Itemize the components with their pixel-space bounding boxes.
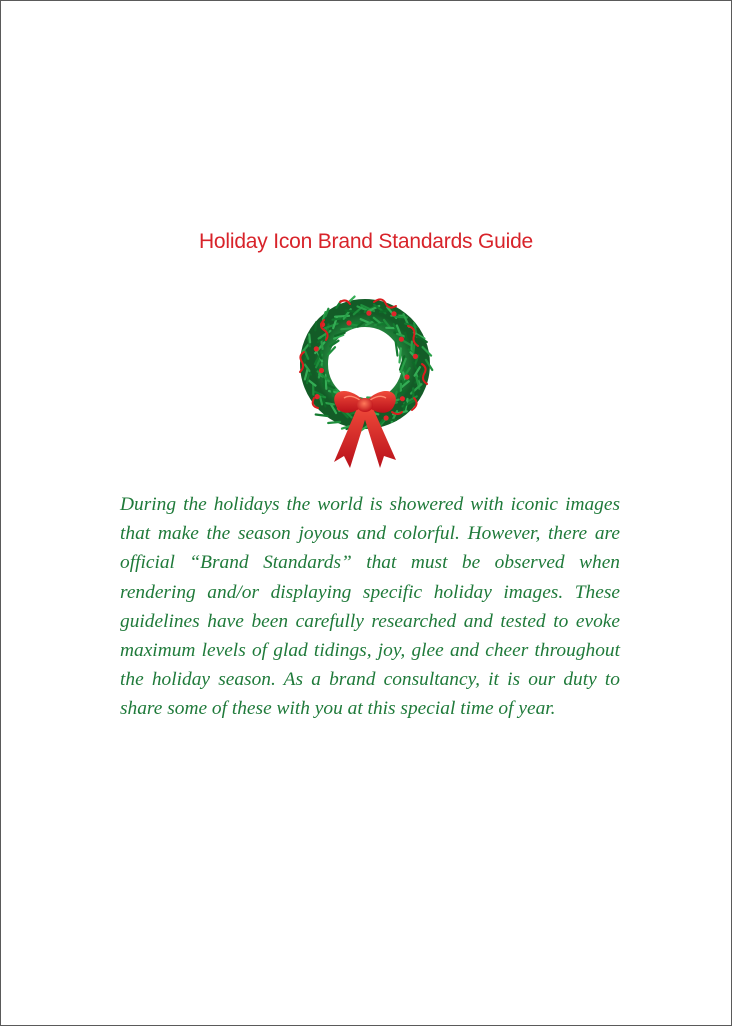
christmas-wreath-icon [288,294,442,470]
page-title: Holiday Icon Brand Standards Guide [198,230,534,253]
intro-paragraph: During the holidays the world is showered with iconic images that make the season joyous and colorful. However, there are official “Brand Standards” that must be observed when rendering and/or displaying specific holiday images. These guidelines have been carefully researched and tested to evoke maximum levels of glad tidings, joy, glee and cheer throughout the holiday season. As a brand consultancy, it is our duty to share some of these with you at this special time of year. [120,494,620,720]
